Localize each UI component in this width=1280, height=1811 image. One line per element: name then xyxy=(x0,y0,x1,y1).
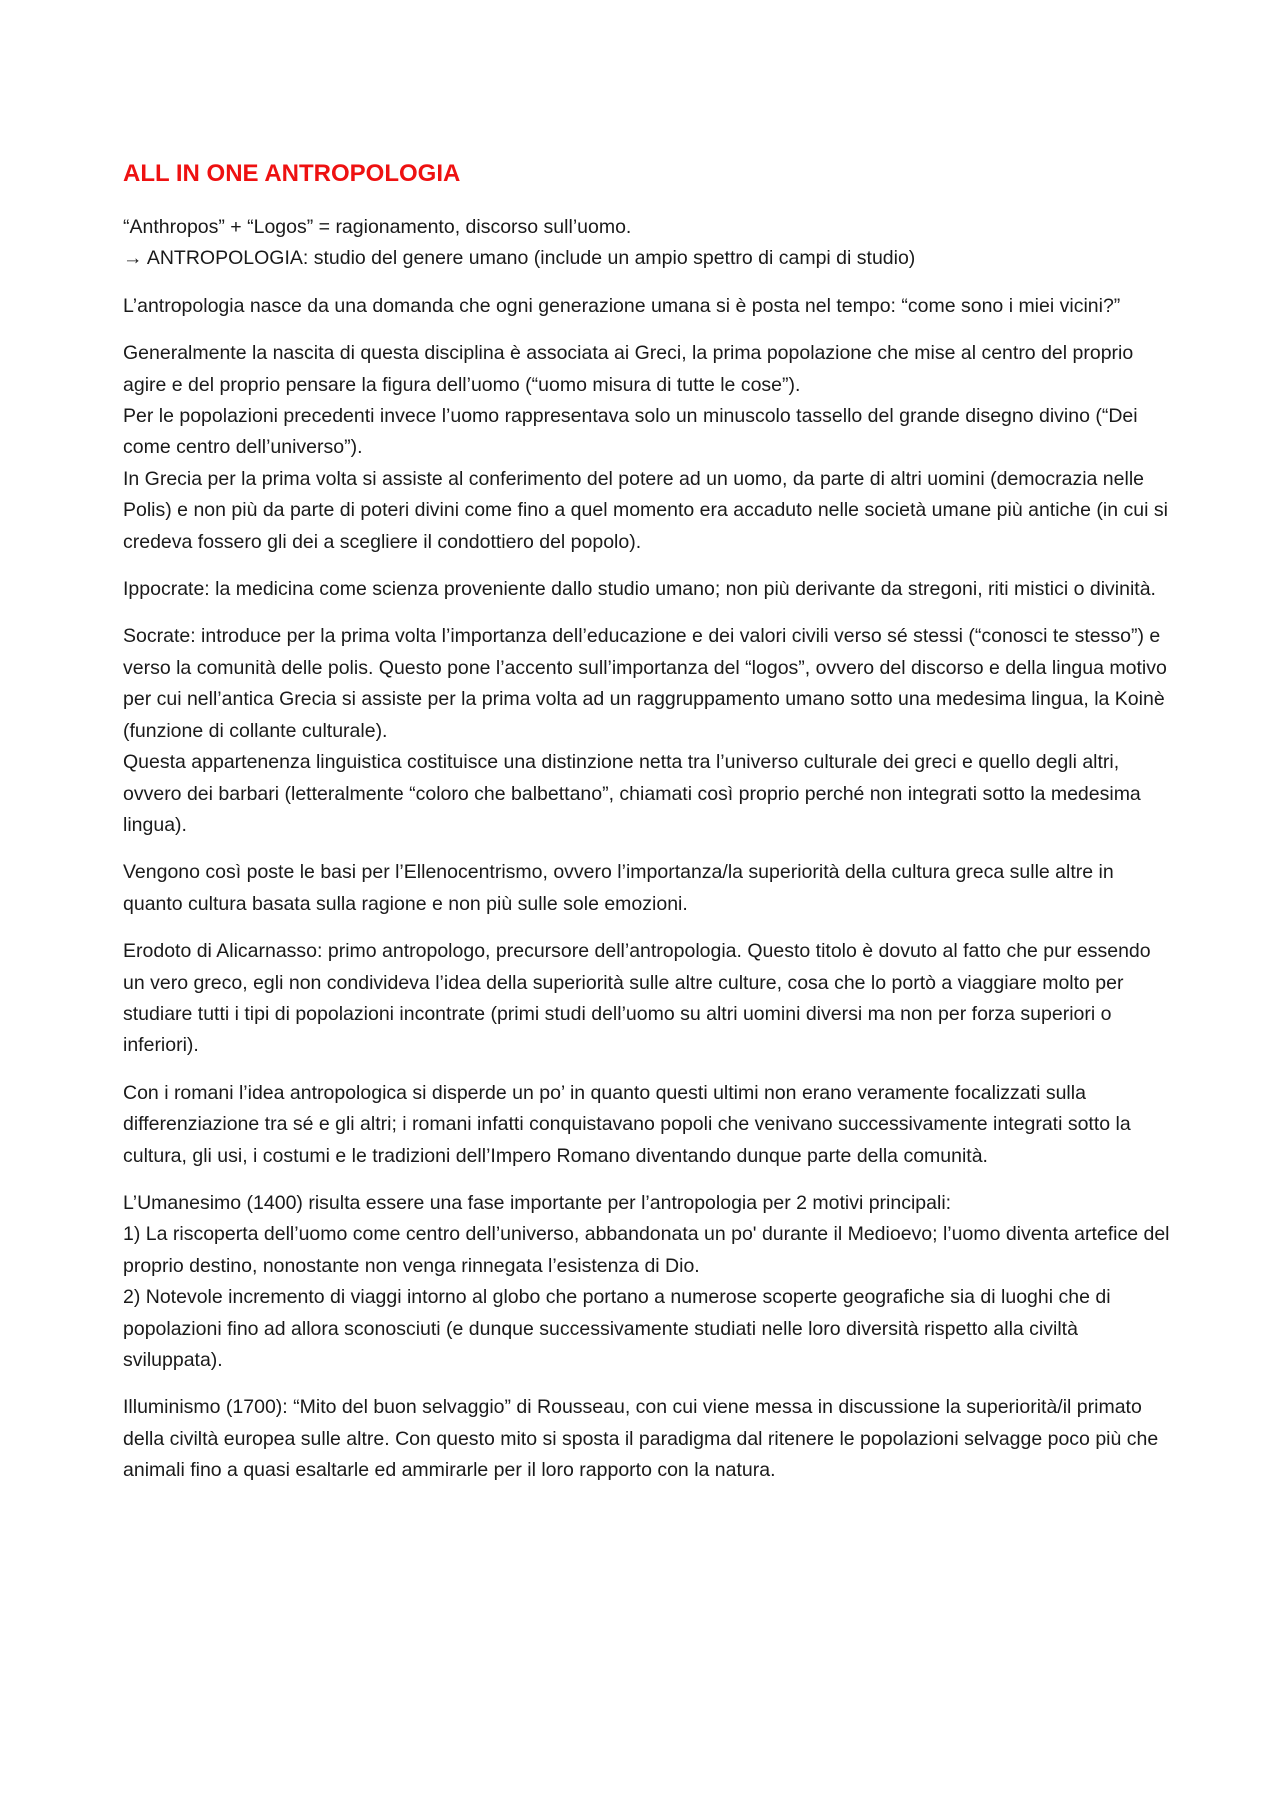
document-title: ALL IN ONE ANTROPOLOGIA xyxy=(123,160,461,187)
paragraph-ellenocentrismo xyxy=(123,857,1173,920)
paragraph-line: Erodoto di Alicarnasso: primo antropologo, precursore dell’antropologia. Questo titolo è dovuto al fatto che pur essendo un vero greco, egli non condivideva l’idea della superiorità sulle altre culture, cosa che lo portò a viaggiare molto per studiare tutti i tipi di popolazioni incontrate (primi studi dell’uomo su altri uomini diversi ma non per forza superiori o inferiori). xyxy=(123,940,1151,1057)
paragraph-line: Ippocrate: la medicina come scienza proveniente dallo studio umano; non più derivante da stregoni, riti mistici o divinità. xyxy=(123,578,1156,601)
paragraph-line: L’antropologia nasce da una domanda che ogni generazione umana si è posta nel tempo: “come sono i miei vicini?” xyxy=(123,294,1121,317)
paragraph-socrate xyxy=(123,621,1173,841)
paragraph-line: Questa appartenenza linguistica costituisce una distinzione netta tra l’universo culturale dei greci e quello degli altri, ovvero dei barbari (letteralmente “coloro che balbettano”, chiamati così proprio perché non integrati sotto la medesima lingua). xyxy=(123,751,1141,836)
paragraph-umanesimo xyxy=(123,1188,1173,1376)
paragraph-line: Socrate: introduce per la prima volta l’importanza dell’educazione e dei valori civili verso sé stessi (“conosci te stesso”) e verso la comunità delle polis. Questo pone l’accento sull’importanza del “logos”, ovvero del discorso e della lingua motivo per cui nell’antica Grecia si assiste per la prima volta ad un raggruppamento umano sotto una medesima lingua, la Koinè (funzione di collante culturale). xyxy=(123,625,1167,742)
paragraph-erodoto xyxy=(123,936,1173,1062)
paragraph-line: Vengono così poste le basi per l’Ellenocentrismo, ovvero l’importanza/la superiorità della cultura greca sulle altre in quanto cultura basata sulla ragione e non più sulle sole emozioni. xyxy=(123,861,1114,915)
paragraph-romani xyxy=(123,1078,1173,1172)
paragraph-line: 2) Notevole incremento di viaggi intorno al globo che portano a numerose scoperte geografiche sia di luoghi che di popolazioni fino ad allora sconosciuti (e dunque successivamente studiati nelle loro diversità rispetto alla civiltà sviluppata). xyxy=(123,1286,1111,1371)
paragraph-line: Con i romani l’idea antropologica si disperde un po’ in quanto questi ultimi non erano veramente focalizzati sulla differenziazione tra sé e gli altri; i romani infatti conquistavano popoli che venivano successivamente integrati sotto la cultura, gli usi, i costumi e le tradizioni dell’Impero Romano diventando dunque parte della comunità. xyxy=(123,1081,1131,1167)
paragraph-ippocrate xyxy=(123,574,1173,605)
document-page xyxy=(123,156,1173,1503)
paragraph-line: Illuminismo (1700): “Mito del buon selvaggio” di Rousseau, con cui viene messa in discussione la superiorità/il primato della civiltà europea sulle altre. Con questo mito si sposta il paradigma dal ritenere le popolazioni selvagge poco più che animali fino a quasi esaltarle ed ammirarle per il loro rapporto con la natura. xyxy=(123,1396,1159,1482)
paragraph-illuminismo xyxy=(123,1392,1173,1486)
paragraph-line: Generalmente la nascita di questa disciplina è associata ai Greci, la prima popolazione che mise al centro del proprio agire e del proprio pensare la figura dell’uomo (“uomo misura di tutte le cose”). xyxy=(123,342,1134,396)
paragraph-origin xyxy=(123,291,1173,322)
paragraph-line: In Grecia per la prima volta si assiste al conferimento del potere ad un uomo, da parte di altri uomini (democrazia nelle Polis) e non più da parte di poteri divini come fino a quel momento era accaduto nelle società umane più antiche (in cui si credeva fossero gli dei a scegliere il condottiero del popolo). xyxy=(123,467,1168,553)
paragraph-line: Per le popolazioni precedenti invece l’uomo rappresentava solo un minuscolo tassello del grande disegno divino (“Dei come centro dell’universo”). xyxy=(123,405,1138,459)
paragraph-etymology xyxy=(123,212,1173,275)
paragraph-greeks xyxy=(123,338,1173,558)
paragraph-line: L’Umanesimo (1400) risulta essere una fase importante per l’antropologia per 2 motivi principali: xyxy=(123,1191,952,1214)
paragraph-line: → ANTROPOLOGIA: studio del genere umano (include un ampio spettro di campi di studio) xyxy=(123,247,916,270)
paragraph-line: 1) La riscoperta dell’uomo come centro dell’universo, abbandonata un po' durante il Medioevo; l’uomo diventa artefice del proprio destino, nonostante non venga rinnegata l’esistenza di Dio. xyxy=(123,1223,1170,1277)
paragraph-line: “Anthropos” + “Logos” = ragionamento, discorso sull’uomo. xyxy=(123,216,632,238)
